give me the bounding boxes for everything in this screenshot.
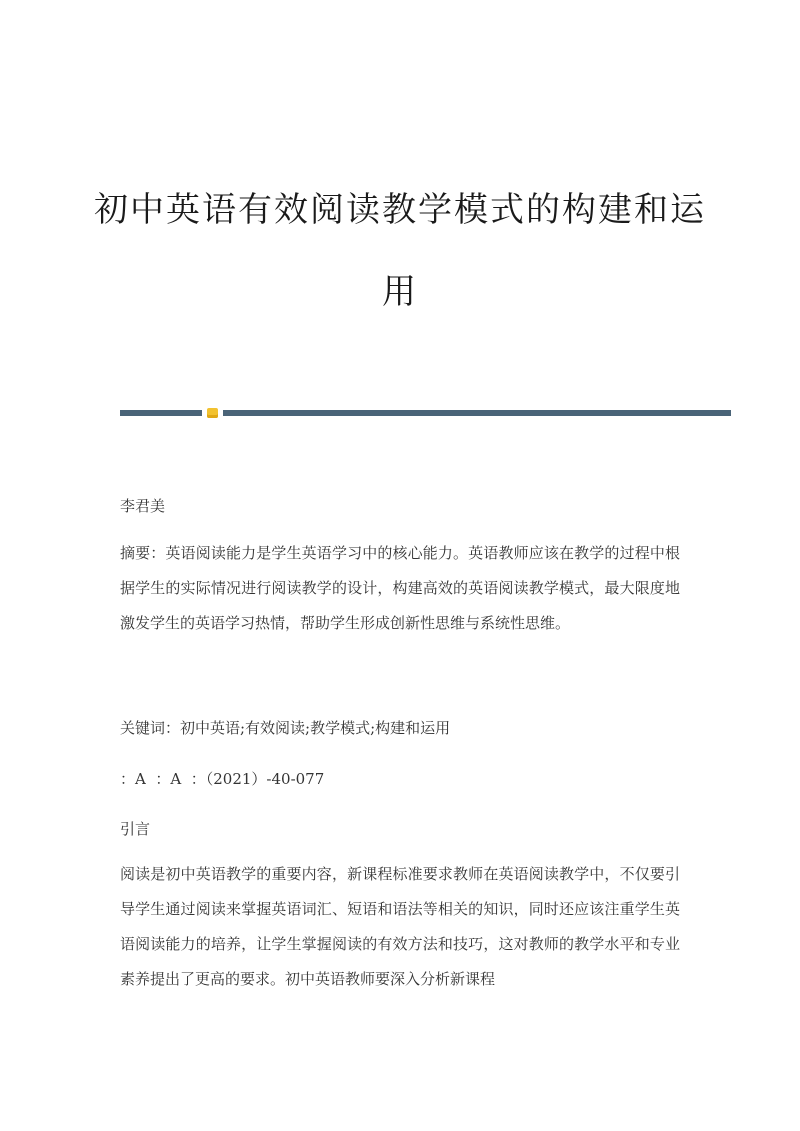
classification-line: ：A ：A ：（2021）-40-077 [120,770,325,788]
section-heading: 引言 [120,820,151,838]
author-name: 李君美 [120,497,166,515]
title-divider [120,406,731,420]
divider-accent-icon [207,408,218,418]
abstract-paragraph: 摘要：英语阅读能力是学生英语学习中的核心能力。英语教师应该在教学的过程中根据学生的实际情况进行阅读教学的设计，构建高效的英语阅读教学模式，最大限度地激发学生的英语学习热情，帮助学生形成创新性思维与系统性思维。 [120,544,680,632]
body-paragraph: 阅读是初中英语教学的重要内容，新课程标准要求教师在英语阅读教学中，不仅要引导学生通过阅读来掌握英语词汇、短语和语法等相关的知识，同时还应该注重学生英语阅读能力的培养，让学生掌握阅读的有效方法和技巧，这对教师的教学水平和专业素养提出了更高的要求。初中英语教师要深入分析新课程 [120,865,680,988]
title-line-2: 用 [382,272,418,312]
keywords-line: 关键词：初中英语;有效阅读;教学模式;构建和运用 [120,719,451,737]
title-line-1: 初中英语有效阅读教学模式的构建和运 [94,190,706,230]
divider-bar-left [120,410,202,416]
divider-bar-right [223,410,731,416]
